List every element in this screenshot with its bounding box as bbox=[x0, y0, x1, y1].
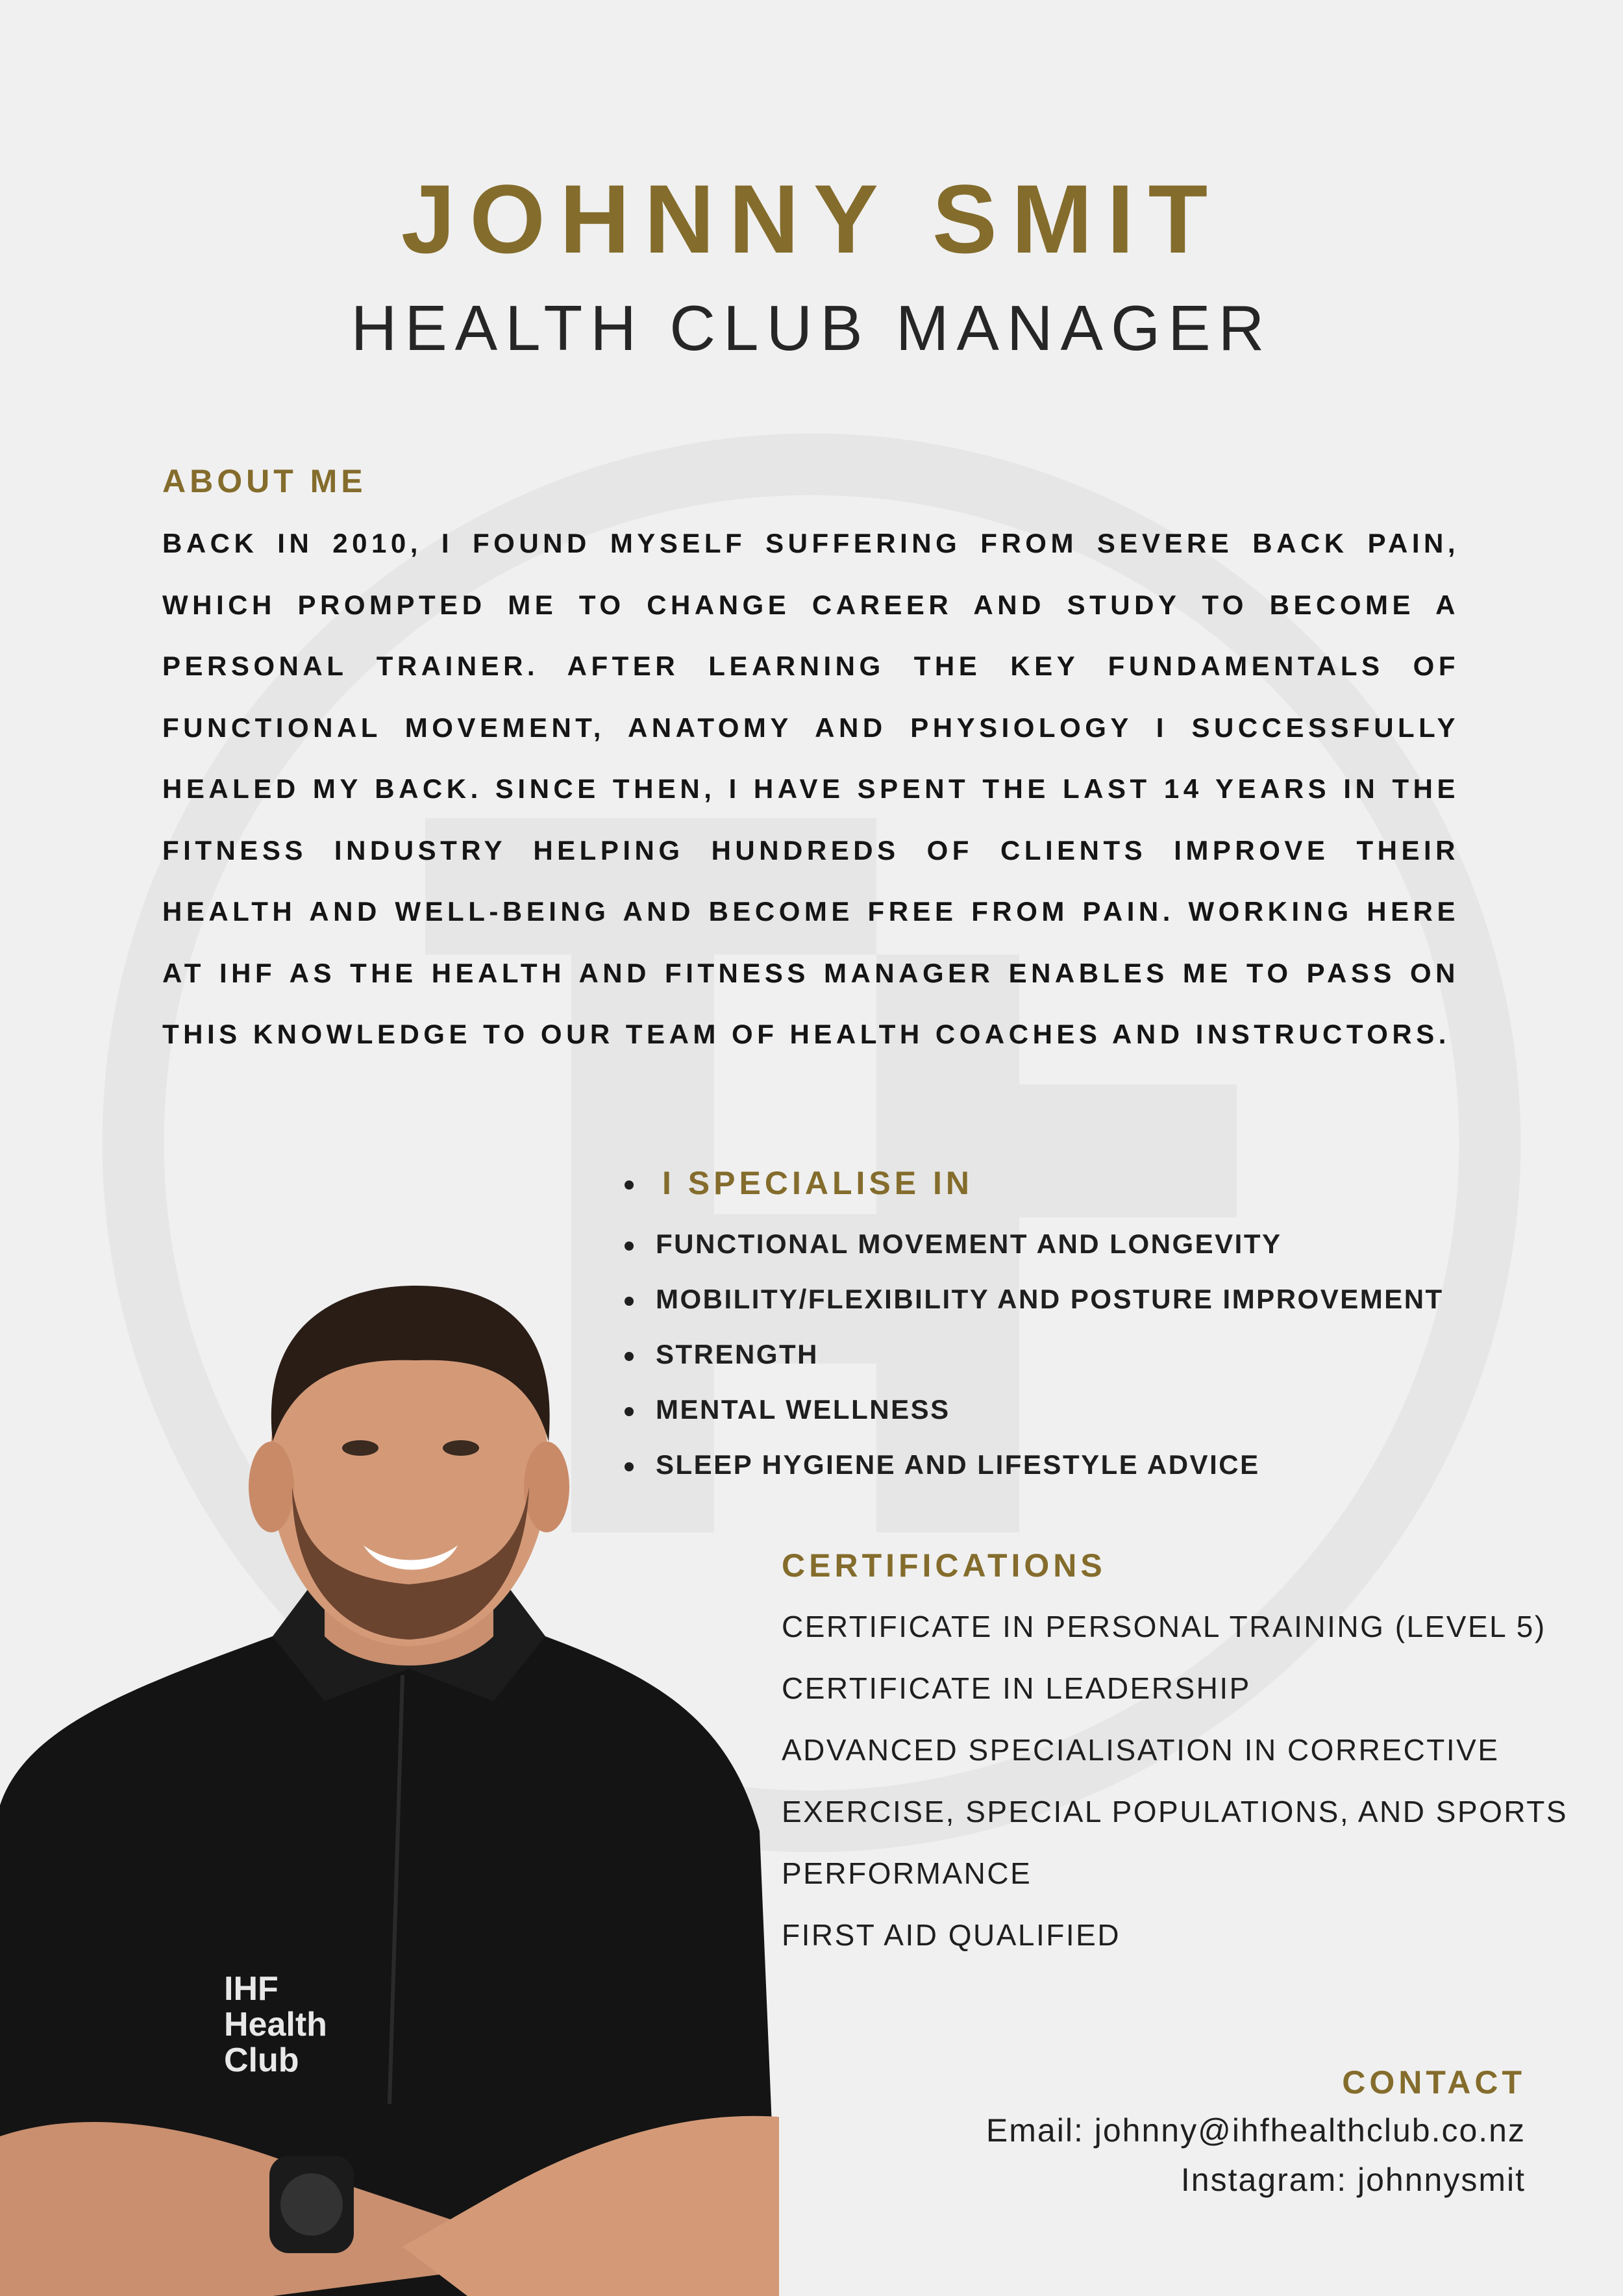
contact-email[interactable]: Email: johnny@ihfhealthclub.co.nz bbox=[985, 2112, 1526, 2149]
certification-line: EXERCISE, SPECIAL POPULATIONS, AND SPORTS bbox=[782, 1795, 1568, 1828]
certification-line: FIRST AID QUALIFIED bbox=[782, 1918, 1121, 1952]
specialise-item: MENTAL WELLNESS bbox=[656, 1394, 950, 1425]
certification-line: PERFORMANCE bbox=[782, 1856, 1032, 1890]
bullet bbox=[625, 1242, 634, 1251]
about-heading: ABOUT ME bbox=[162, 463, 367, 499]
specialise-item: STRENGTH bbox=[656, 1339, 819, 1369]
shirt-logo-line: IHF bbox=[224, 1970, 279, 2008]
portrait-photo bbox=[0, 1273, 779, 2296]
specialise-heading: I SPECIALISE IN bbox=[662, 1165, 973, 1201]
about-text: BACK IN 2010, I FOUND MYSELF SUFFERING FROM SEVERE BACK PAIN, WHICH PROMPTED ME TO CHANGE CAREER AND STUDY TO BECOME A PERSONAL TRAINER. AFTER LEARNING THE KEY FUNDAMENTALS OF FUNCTIONAL MOVEMENT, ANATOMY AND PHYSIOLOGY I SUCCESSFULLY HEALED MY BACK. SINCE THEN, I HAVE SPENT THE LAST 14 YEARS IN THE FITNESS INDUSTRY HELPING HUNDREDS OF CLIENTS IMPROVE THEIR HEALTH AND WELL-BEING AND BECOME FREE FROM PAIN. WORKING HERE AT IHF AS THE HEALTH AND FITNESS MANAGER ENABLES ME TO PASS ON THIS KNOWLEDGE TO OUR TEAM OF HEALTH COACHES AND INSTRUCTORS. bbox=[162, 528, 1459, 1049]
shirt-logo-line: Health bbox=[224, 2006, 327, 2043]
certification-line: CERTIFICATE IN LEADERSHIP bbox=[782, 1671, 1251, 1705]
specialise-item: MOBILITY/FLEXIBILITY AND POSTURE IMPROVEMENT bbox=[656, 1284, 1444, 1314]
certification-line: ADVANCED SPECIALISATION IN CORRECTIVE bbox=[782, 1733, 1500, 1767]
shirt-logo-line: Club bbox=[224, 2041, 299, 2079]
certification-line: CERTIFICATE IN PERSONAL TRAINING (LEVEL 5) bbox=[782, 1610, 1546, 1643]
job-title: HEALTH CLUB MANAGER bbox=[351, 292, 1272, 364]
specialise-item: FUNCTIONAL MOVEMENT AND LONGEVITY bbox=[656, 1229, 1282, 1259]
bullet bbox=[625, 1180, 634, 1190]
person-name: JOHNNY SMIT bbox=[401, 164, 1222, 273]
certifications-heading: CERTIFICATIONS bbox=[782, 1547, 1106, 1584]
specialise-item: SLEEP HYGIENE AND LIFESTYLE ADVICE bbox=[656, 1449, 1260, 1480]
contact-instagram[interactable]: Instagram: johnnysmit bbox=[1180, 2162, 1526, 2198]
contact-heading: CONTACT bbox=[1342, 2064, 1526, 2101]
